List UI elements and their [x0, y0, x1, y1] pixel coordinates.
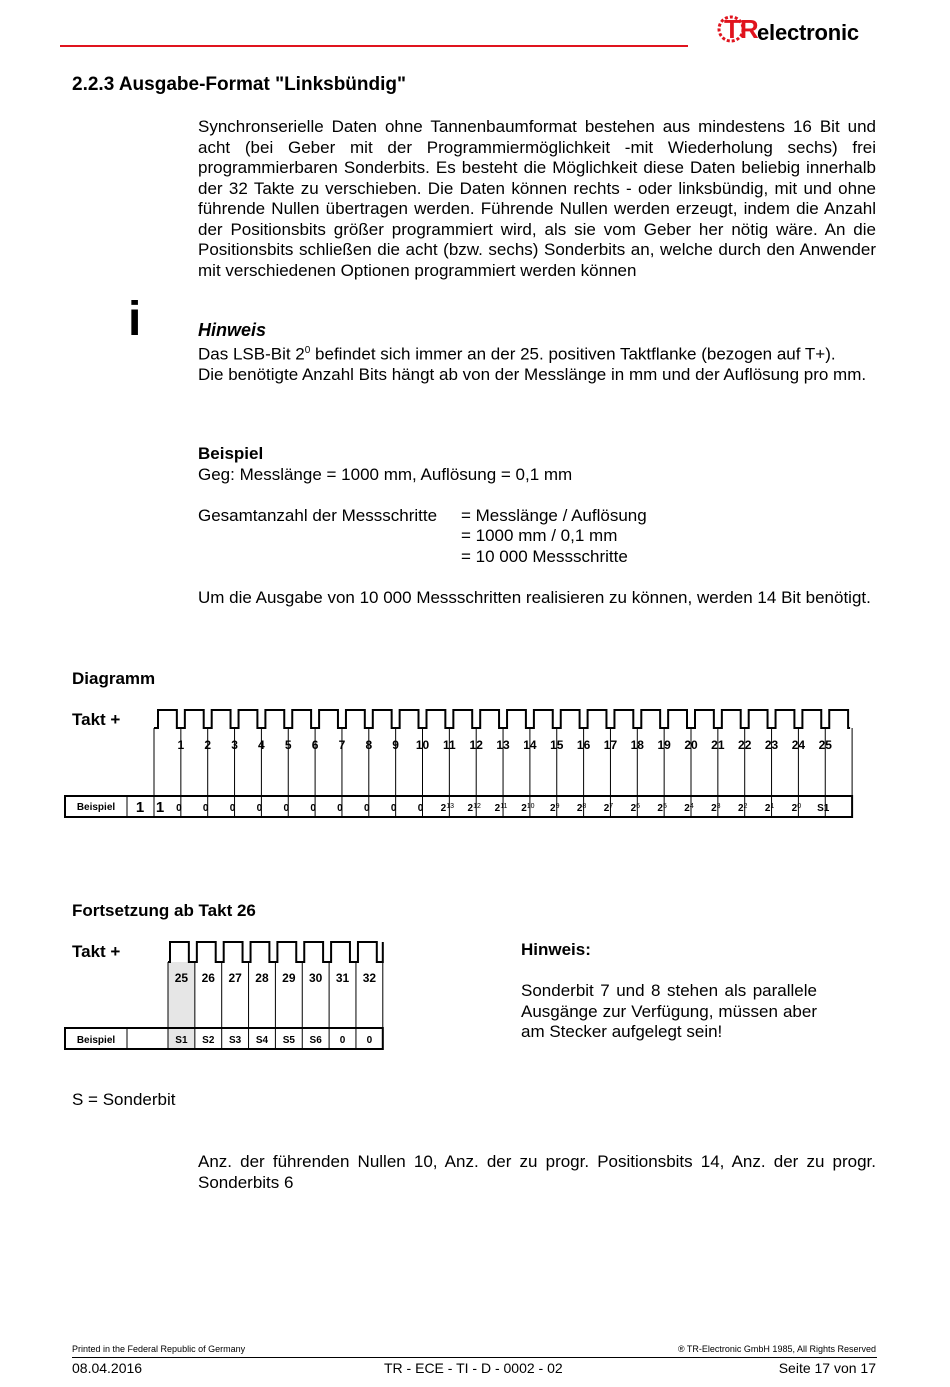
calc-label: Gesamtanzahl der Messschritte: [198, 506, 438, 525]
takt-number: 11: [443, 738, 456, 752]
footer-page: Seite 17 von 17: [778, 1360, 876, 1376]
hinweis-line1-post: befindet sich immer an der 25. positiven Taktflanke (bezogen auf T+).: [310, 344, 836, 364]
takt-number: 1: [177, 738, 185, 752]
calc-line-2: = 1000 mm / 0,1 mm: [461, 526, 618, 545]
diagram1-takt-label: Takt +: [72, 710, 121, 729]
takt-number: 20: [684, 738, 698, 752]
pre-bit: 1: [155, 799, 165, 816]
bit-cell: $2^6$: [630, 802, 641, 814]
takt-number: 13: [496, 738, 510, 752]
hinweis2-title: Hinweis:: [521, 940, 591, 959]
takt-number: 9: [392, 738, 399, 752]
footer-docnum: TR - ECE - TI - D - 0002 - 02: [384, 1360, 563, 1376]
takt-number: 7: [338, 738, 346, 752]
takt-number: 12: [469, 738, 483, 752]
takt-number: 30: [308, 971, 323, 985]
takt-number: 3: [231, 738, 238, 752]
summary-text: Anz. der führenden Nullen 10, Anz. der zu progr. Positionsbits 14, Anz. der zu progr. Sonderbits 6: [198, 1152, 876, 1192]
beispiel-row-label: Beispiel: [76, 802, 116, 813]
bit-cell: S2: [202, 1035, 215, 1046]
takt-number: 31: [335, 971, 350, 985]
bit-cell: $2^3$: [711, 802, 721, 814]
takt-number: 19: [657, 738, 671, 752]
diagram2-heading: Fortsetzung ab Takt 26: [72, 901, 256, 920]
bit-cell: $2^9$: [550, 802, 560, 814]
pre-bit: 1: [135, 799, 145, 816]
logo-tr: TR: [724, 14, 759, 44]
bit-cell: 0: [339, 1035, 346, 1046]
bit-cell: 0: [417, 803, 424, 814]
info-icon: i: [128, 293, 142, 346]
takt-number: 15: [550, 738, 564, 752]
diagram2-takt-label: Takt +: [72, 942, 121, 961]
takt-number: 22: [738, 738, 752, 752]
section-title: 2.2.3 Ausgabe-Format "Linksbündig": [72, 74, 407, 95]
takt-number: 28: [255, 971, 269, 985]
bit-cell: S5: [282, 1035, 295, 1046]
bit-cell: $2^{10}$: [521, 802, 535, 814]
calc-line-3: = 10 000 Messschritte: [461, 547, 628, 566]
bit-cell: 0: [202, 803, 209, 814]
logo-text: electronic: [757, 20, 859, 45]
bit-cell: $2^7$: [603, 802, 614, 814]
takt-number: 17: [603, 738, 618, 752]
bit-cell: S6: [309, 1035, 322, 1046]
bit-cell: $2^{11}$: [494, 802, 508, 814]
bit-cell: 0: [283, 803, 290, 814]
bit-cell: 0: [337, 803, 343, 814]
takt-number: 2: [204, 738, 212, 752]
bit-cell: 0: [364, 803, 370, 814]
takt-number: 25: [818, 738, 832, 752]
takt-number: 25: [174, 971, 189, 985]
bit-cell: $2^{13}$: [440, 802, 455, 814]
takt-number: 27: [228, 971, 242, 985]
bit-cell: 0: [310, 803, 316, 814]
bit-cell: S1: [817, 803, 830, 814]
takt-number: 32: [362, 971, 377, 985]
bit-cell: 0: [366, 1035, 373, 1046]
bit-cell: 0: [390, 803, 397, 814]
clock-waveform: [168, 942, 383, 962]
hinweis-line1-pre: Das LSB-Bit 2: [198, 344, 305, 364]
hinweis-line2: Die benötigte Anzahl Bits hängt ab von der Messlänge in mm und der Auflösung pro mm.: [198, 365, 867, 385]
bit-cell: $2^0$: [791, 802, 802, 814]
footer-date: 08.04.2016: [72, 1360, 143, 1376]
takt-number: 5: [284, 738, 292, 752]
bit-cell: $2^2$: [737, 802, 748, 814]
takt-number: 26: [201, 971, 215, 985]
bit-cell: 0: [256, 803, 263, 814]
timing-diagram-2: [0, 0, 500, 1060]
takt-number: 4: [258, 738, 265, 752]
beispiel-row-label: Beispiel: [76, 1035, 116, 1046]
intro-text: Synchronserielle Daten ohne Tannenbaumformat bestehen aus mindestens 16 Bit und acht (bei Geber mit der Programmiermöglichkeit -mit Wiederholung sechs) frei programmierbaren Sonderbits. Es besteht die Möglichkeit diese Daten beliebig innerhalb der 32 Takte zu verschieben. Die Daten können rechts - oder linksbündig, mit und ohne führende Nullen übertragen werden. Führende Nullen werden erzeugt, indem die Anzahl der Positionsbits größer programmiert wird, als sie vom Geber her nötig wäre. An die Positionsbits schließen die acht (bzw. sechs) Sonderbits an, welche durch den Anwender mit verschiedenen Optionen programmiert werden können: [198, 117, 876, 280]
takt-number: 24: [791, 738, 806, 752]
takt-number: 16: [576, 738, 591, 752]
takt-number: 8: [365, 738, 373, 752]
takt-number: 18: [630, 738, 644, 752]
bit-cell: 0: [176, 803, 182, 814]
hinweis-title: Hinweis: [198, 320, 267, 340]
takt-number: 6: [311, 738, 319, 752]
bit-cell: S1: [175, 1035, 188, 1046]
footer-rule: [72, 1357, 877, 1358]
diagram-heading: Diagramm: [72, 669, 156, 688]
footer-printed: Printed in the Federal Republic of Germany: [72, 1344, 246, 1354]
bit-cell: $2^4$: [684, 802, 694, 814]
bit-cell: S3: [229, 1035, 242, 1046]
bit-cell: $2^5$: [657, 802, 667, 814]
takt-number: 21: [711, 738, 725, 752]
beispiel-given: Geg: Messlänge = 1000 mm, Auflösung = 0,1 mm: [198, 465, 573, 484]
beispiel-conclusion: Um die Ausgabe von 10 000 Messschritten realisieren zu können, werden 14 Bit benötigt.: [198, 588, 871, 607]
hinweis-line1-sup: 0: [304, 345, 311, 356]
takt-number: 23: [764, 738, 779, 752]
takt-number: 10: [415, 738, 430, 752]
footer-copyright: ® TR-Electronic GmbH 1985, All Rights Reserved: [677, 1344, 876, 1354]
beispiel-title: Beispiel: [198, 444, 264, 463]
bit-cell: 0: [229, 803, 236, 814]
bit-cell: $2^1$: [764, 802, 775, 814]
legend-sonderbit: S = Sonderbit: [72, 1090, 176, 1109]
takt-number: 29: [282, 971, 296, 985]
takt-number: 14: [523, 738, 537, 752]
bit-cell: S4: [255, 1035, 269, 1046]
hinweis2-text: Sonderbit 7 und 8 stehen als parallele Ausgänge zur Verfügung, müssen aber am Stecker aufgelegt sein!: [521, 981, 817, 1041]
bit-cell: $2^{12}$: [467, 802, 481, 814]
bit-cell: $2^8$: [576, 802, 587, 814]
calc-line-1: = Messlänge / Auflösung: [461, 506, 647, 525]
